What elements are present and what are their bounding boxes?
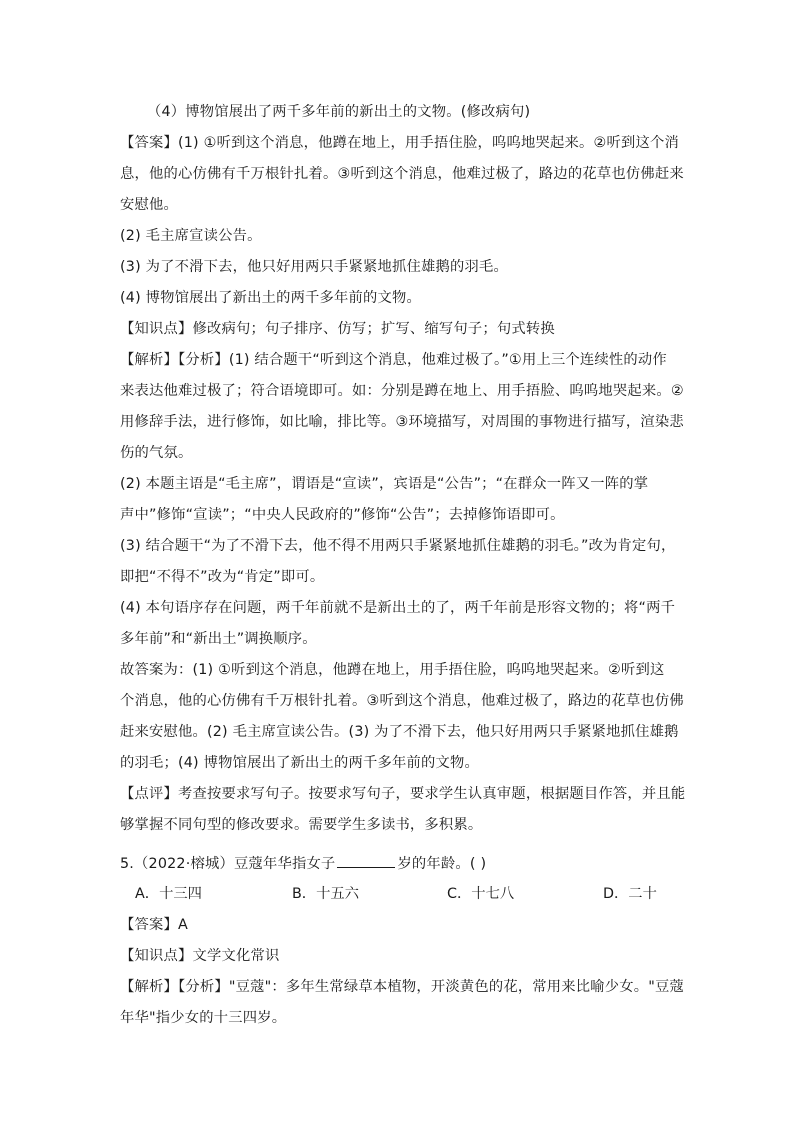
- analysis-line: 用修辞手法，进行修饰，如比喻，排比等。③环境描写，对周围的事物进行描写，渲染悲: [120, 414, 684, 430]
- q5-knowledge-point: 【知识点】文学文化常识: [120, 948, 280, 964]
- analysis-line: 即把“不得不”改为“肯定”即可。: [120, 569, 325, 585]
- option-b: B．十五六: [292, 886, 359, 902]
- analysis-line: (3) 结合题干“为了不滑下去，他不得不用两只手紧紧地抓住雄鹅的羽毛。”改为肯定句，: [120, 538, 676, 554]
- knowledge-point: 【知识点】修改病句；句子排序、仿写；扩写、缩写句子；句式转换: [120, 321, 555, 337]
- answer-line: (2) 毛主席宣读公告。: [120, 228, 262, 244]
- final-answer-line: 赶来安慰他。(2) 毛主席宣读公告。(3) 为了不滑下去，他只好用两只手紧紧地抓住雄鹅: [120, 724, 679, 740]
- analysis-line: 【解析】【分析】(1) 结合题干“听到这个消息，他难过极了。”①用上三个连续性的动作: [120, 352, 667, 368]
- answer-line: (4) 博物馆展出了新出土的两千多年前的文物。: [120, 290, 422, 306]
- analysis-line: 声中”修饰“宣读”；“中央人民政府的”修饰“公告”；去掉修饰语即可。: [120, 507, 565, 523]
- final-answer-line: 的羽毛；(4) 博物馆展出了新出土的两千多年前的文物。: [120, 755, 480, 771]
- answer-line: 安慰他。: [120, 197, 178, 213]
- q5-analysis-line: 【解析】【分析】"豆蔻"：多年生常绿草本植物，开淡黄色的花，常用来比喻少女。"豆蔻: [120, 979, 685, 995]
- question-4-text: （4）博物馆展出了两千多年前的新出土的文物。(修改病句): [147, 104, 531, 120]
- analysis-line: 来表达他难过极了；符合语境即可。如：分别是蹲在地上、用手捂脸、呜呜地哭起来。②: [120, 383, 684, 399]
- answer-line: (3) 为了不滑下去，他只好用两只手紧紧地抓住雄鹅的羽毛。: [120, 259, 509, 275]
- q5-answer: 【答案】A: [120, 917, 188, 933]
- option-d: D．二十: [603, 886, 657, 902]
- question-5-stem: 5.（2022·榕城）豆蔻年华指女子: [120, 856, 336, 872]
- question-5: [120, 853, 486, 874]
- answer-line: 【答案】(1) ①听到这个消息，他蹲在地上，用手捂住脸，呜呜地哭起来。②听到这个消: [120, 135, 680, 151]
- final-answer-line: 故答案为：(1) ①听到这个消息，他蹲在地上，用手捂住脸，呜呜地哭起来。②听到这: [120, 662, 665, 678]
- comment-line: 够掌握不同句型的修改要求。需要学生多读书，多积累。: [120, 817, 483, 833]
- answer-line: 息，他的心仿佛有千万根针扎着。③听到这个消息，他难过极了，路边的花草也仿佛赶来: [120, 166, 684, 182]
- option-a: A．十三四: [135, 886, 202, 902]
- comment-line: 【点评】考查按要求写句子。按要求写句子，要求学生认真审题，根据题目作答，并且能: [120, 786, 686, 802]
- analysis-line: 多年前”和“新出土”调换顺序。: [120, 631, 317, 647]
- analysis-line: (2) 本题主语是“毛主席”，谓语是“宣读”，宾语是“公告”；“在群众一阵又一阵的掌: [120, 476, 649, 492]
- q5-analysis-line: 年华"指少女的十三四岁。: [120, 1010, 287, 1026]
- final-answer-line: 个消息，他的心仿佛有千万根针扎着。③听到这个消息，他难过极了，路边的花草也仿佛: [120, 693, 684, 709]
- question-5-tail: 岁的年龄。( ): [397, 856, 487, 872]
- analysis-line: 伤的气氛。: [120, 445, 193, 461]
- analysis-line: (4) 本句语序存在问题，两千年前就不是新出土的了，两千年前是形容文物的；将“两千: [120, 600, 676, 616]
- option-c: C．十七八: [447, 886, 515, 902]
- answer-blank: [337, 853, 395, 868]
